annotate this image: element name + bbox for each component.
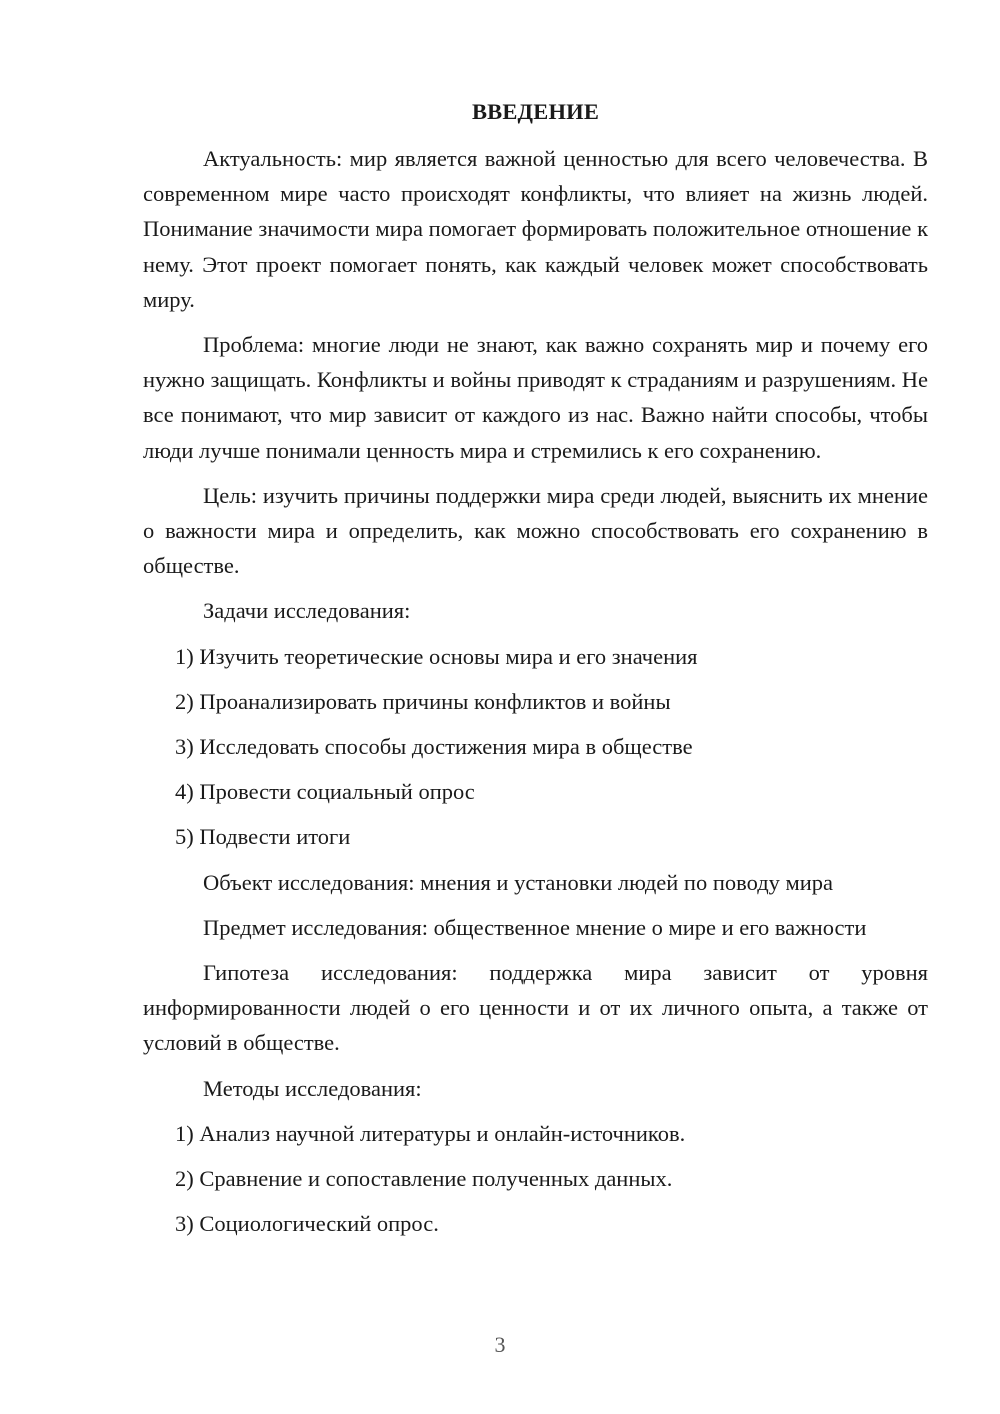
task-item: 1) Изучить теоретические основы мира и его значения bbox=[175, 643, 698, 669]
object-line: Объект исследования: мнения и установки людей по поводу мира bbox=[203, 869, 834, 895]
task-item: 2) Проанализировать причины конфликтов и войны bbox=[175, 688, 671, 714]
method-item: 2) Сравнение и сопоставление полученных данных. bbox=[175, 1166, 673, 1192]
methods-heading: Методы исследования: bbox=[203, 1075, 422, 1101]
problem-paragraph: Проблема: многие люди не знают, как важно сохранять мир и почему его нужно защищать. Конфликты и войны приводят к страданиям и разрушениям. Не все понимают, что мир зависит от каждого из нас. Важно найти способы, чтобы люди лучше понимали ценность мира и стремились к его сохранению. bbox=[143, 332, 928, 463]
subject-line: Предмет исследования: общественное мнение о мире и его важности bbox=[203, 914, 867, 940]
task-item: 3) Исследовать способы достижения мира в обществе bbox=[175, 734, 693, 760]
relevance-paragraph: Актуальность: мир является важной ценностью для всего человечества. В современном мире часто происходят конфликты, что влияет на жизнь людей. Понимание значимости мира помогает формировать положительное отношение к нему. Этот проект помогает понять, как каждый человек может способствовать миру. bbox=[143, 146, 928, 312]
page-content bbox=[143, 94, 928, 1251]
task-item: 5) Подвести итоги bbox=[175, 824, 351, 850]
tasks-heading: Задачи исследования: bbox=[203, 598, 411, 624]
tasks-list bbox=[143, 639, 928, 855]
task-item: 4) Провести социальный опрос bbox=[175, 779, 475, 805]
methods-list bbox=[143, 1116, 928, 1242]
goal-paragraph: Цель: изучить причины поддержки мира среди людей, выяснить их мнение о важности мира и определить, как можно способствовать его сохранению в обществе. bbox=[143, 482, 928, 579]
section-title: ВВЕДЕНИЕ bbox=[471, 99, 600, 124]
method-item: 3) Социологический опрос. bbox=[175, 1211, 439, 1237]
page-number: 3 bbox=[494, 1332, 506, 1357]
method-item: 1) Анализ научной литературы и онлайн-источников. bbox=[175, 1120, 686, 1146]
hypothesis-paragraph: Гипотеза исследования: поддержка мира зависит от уровня информированности людей о его ценности и от их личного опыта, а также от условий в обществе. bbox=[143, 960, 928, 1056]
